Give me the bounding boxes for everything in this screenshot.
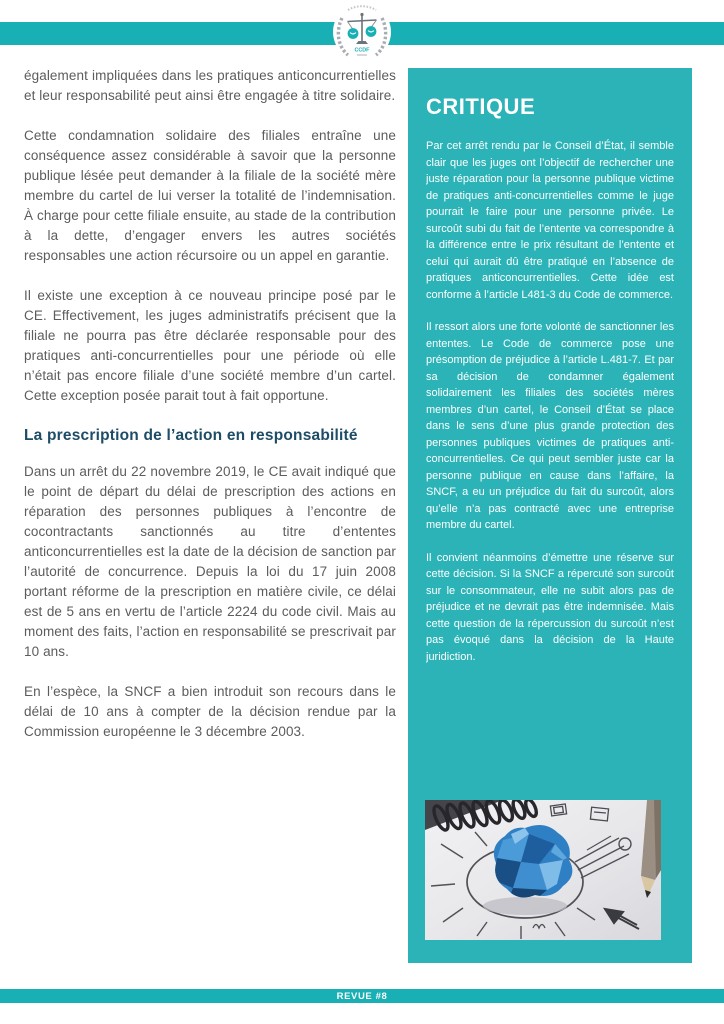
logo-text: CCDF (354, 47, 370, 54)
body-paragraph: En l’espèce, la SNCF a bien introduit son recours dans le délai de 10 ans à compter de la décision rendue par la Commission européenne le 3 décembre 2003. (24, 684, 396, 739)
body-paragraph: Cette condamnation solidaire des filiales entraîne une conséquence assez considérable à savoir que la personne publique lésée peut demander à la filiale de la société mère membre du cartel de lui verser la totalité de l’indemnisation. À charge pour cette filiale ensuite, au stade de la contribution à la dette, d’engager envers les autres sociétés responsables une action récursoire ou un appel en garantie. (24, 128, 396, 263)
sidebar-title: CRITIQUE (426, 94, 536, 119)
footer-bar (0, 989, 724, 1003)
section-heading: La prescription de l’action en responsabilité (24, 427, 358, 444)
publication-logo (332, 2, 392, 64)
sidebar-paragraph: Il convient néanmoins d’émettre une réserve sur cette décision. Si la SNCF a répercuté son surcoût sur le consommateur, elle ne subit alors pas de préjudice et ne devrait pas être indemnisée. Mais cette question de la répercussion du surcoût n’est pas évoqué dans la décision de la Haute juridiction. (426, 551, 674, 663)
ball-shadow (483, 897, 567, 915)
idea-lightbulb-photo (425, 800, 661, 940)
body-paragraph: Il existe une exception à ce nouveau principe posé par le CE. Effectivement, les juges administratifs précisent que la filiale ne pourra pas être déclarée responsable pour des pratiques anti-concurrentielles pour une période où elle n’était pas encore filiale d’une société membre d’un cartel. Cette exception posée parait tout à fait opportune. (24, 288, 396, 403)
body-paragraph: Dans un arrêt du 22 novembre 2019, le CE avait indiqué que le point de départ du délai de prescription des actions en réparation des personnes publiques à l’encontre de cocontractants sanctionnés au titre d’ententes anticoncurrentielles est la date de la décision de sanction par l’autorité de concurrence. Depuis la loi du 17 juin 2008 portant réforme de la prescription en matière civile, ce délai est de 5 ans en vertu de l’article 2224 du code civil. Mais au moment des faits, l’action en responsabilité se prescrivait par 10 ans. (24, 464, 396, 659)
sidebar-paragraph: Il ressort alors une forte volonté de sanctionner les ententes. Le Code de commerce pose une présomption de préjudice à l’article L.481-7. Et par sa décision de condamner également solidairement les filiales des sociétés mères membres d’un cartel, le Conseil d’État se place dans le sens d’une plus grande protection des personnes publiques victimes de pratiques anti-concurrentielles. Ce qui peut sembler juste car la personne publique en cause dans l’affaire, la SNCF, a eu un préjudice du fait du surcoût, alors qu’elle n’a pas contracté avec une entreprise membre du cartel. (426, 321, 674, 531)
article-column (24, 66, 396, 762)
sidebar-paragraph: Par cet arrêt rendu par le Conseil d’État, il semble clair que les juges ont l’objectif de rechercher une juste réparation pour la personne publique victime de pratiques anti-concurrentielles comme le juge pourrait le faire pour une personne privée. Le surcoût subi du fait de l’entente va correspondre à la différence entre le prix résultant de l’entente et celui qui aurait dû être pratiqué en l’absence de pratiques anticoncurrentielles. Cette idée est conforme à l’article L481-3 du Code de commerce. (426, 140, 674, 301)
sidebar-text (426, 138, 674, 785)
scales-of-justice-icon (332, 2, 392, 64)
footer-issue-label: REVUE #8 (336, 990, 388, 1002)
critique-sidebar (408, 68, 692, 963)
body-paragraph: également impliquées dans les pratiques anticoncurrentielles et leur responsabilité peut ainsi être engagée à titre solidaire. (24, 68, 396, 103)
